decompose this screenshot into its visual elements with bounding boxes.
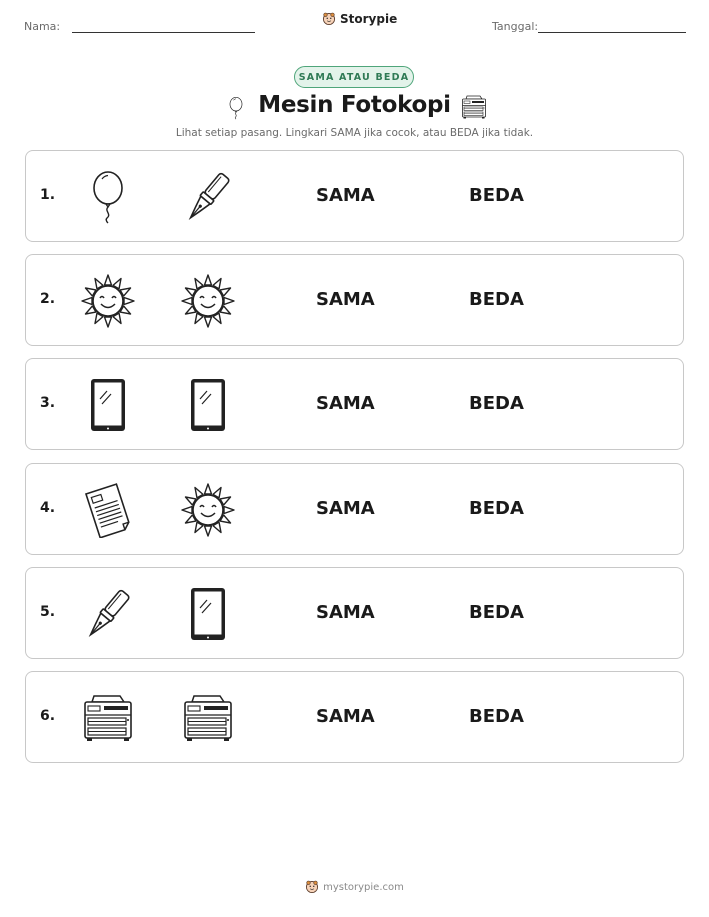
row-number: 6. — [40, 708, 56, 724]
photocopier-icon — [460, 93, 488, 121]
exercise-row — [25, 463, 684, 555]
option-sama[interactable]: SAMA — [316, 289, 375, 311]
activity-badge: SAMA ATAU BEDA — [294, 66, 414, 88]
option-beda[interactable]: BEDA — [469, 185, 524, 206]
row-number: 4. — [40, 499, 56, 516]
option-sama[interactable]: SAMA — [316, 393, 375, 415]
name-label: Nama: — [24, 20, 61, 33]
exercise-row — [25, 150, 684, 242]
exercise-row — [25, 567, 684, 659]
tablet-icon — [180, 377, 236, 433]
option-beda[interactable]: BEDA — [469, 497, 524, 519]
option-sama[interactable]: SAMA — [316, 497, 375, 519]
row-number: 2. — [40, 291, 56, 308]
page-title: Mesin Fotokopi — [258, 92, 451, 118]
exercise-row — [25, 254, 684, 346]
date-field[interactable] — [538, 32, 686, 33]
mascot-icon — [305, 880, 319, 894]
footer-url: mystorypie.com — [323, 881, 404, 893]
option-sama[interactable]: SAMA — [316, 706, 375, 727]
sun-icon — [180, 273, 236, 329]
mascot-icon — [322, 12, 336, 26]
date-label: Tanggal: — [492, 20, 539, 33]
brand-name: Storypie — [340, 12, 398, 26]
document-icon — [80, 482, 136, 538]
footer — [0, 880, 709, 894]
exercise-row — [25, 358, 684, 450]
exercise-row — [25, 671, 684, 763]
balloon-icon — [80, 169, 136, 225]
option-sama[interactable]: SAMA — [316, 601, 375, 623]
instructions: Lihat setiap pasang. Lingkari SAMA jika cocok, atau BEDA jika tidak. — [175, 127, 534, 139]
option-sama[interactable]: SAMA — [316, 185, 375, 206]
fountain-pen-icon — [80, 586, 136, 642]
tablet-icon — [180, 586, 236, 642]
option-beda[interactable]: BEDA — [469, 706, 524, 727]
brand-logo — [322, 12, 397, 26]
sun-icon — [80, 273, 136, 329]
row-number: 5. — [40, 603, 56, 620]
tablet-icon — [80, 377, 136, 433]
row-number: 1. — [40, 187, 56, 203]
photocopier-icon — [80, 690, 136, 746]
header — [0, 0, 709, 40]
option-beda[interactable]: BEDA — [469, 393, 524, 415]
option-beda[interactable]: BEDA — [469, 289, 524, 311]
sun-icon — [180, 482, 236, 538]
photocopier-icon — [180, 690, 236, 746]
title-row — [0, 90, 709, 126]
row-number: 3. — [40, 395, 56, 412]
name-field[interactable] — [72, 32, 255, 33]
fountain-pen-icon — [180, 169, 236, 225]
option-beda[interactable]: BEDA — [469, 601, 524, 623]
